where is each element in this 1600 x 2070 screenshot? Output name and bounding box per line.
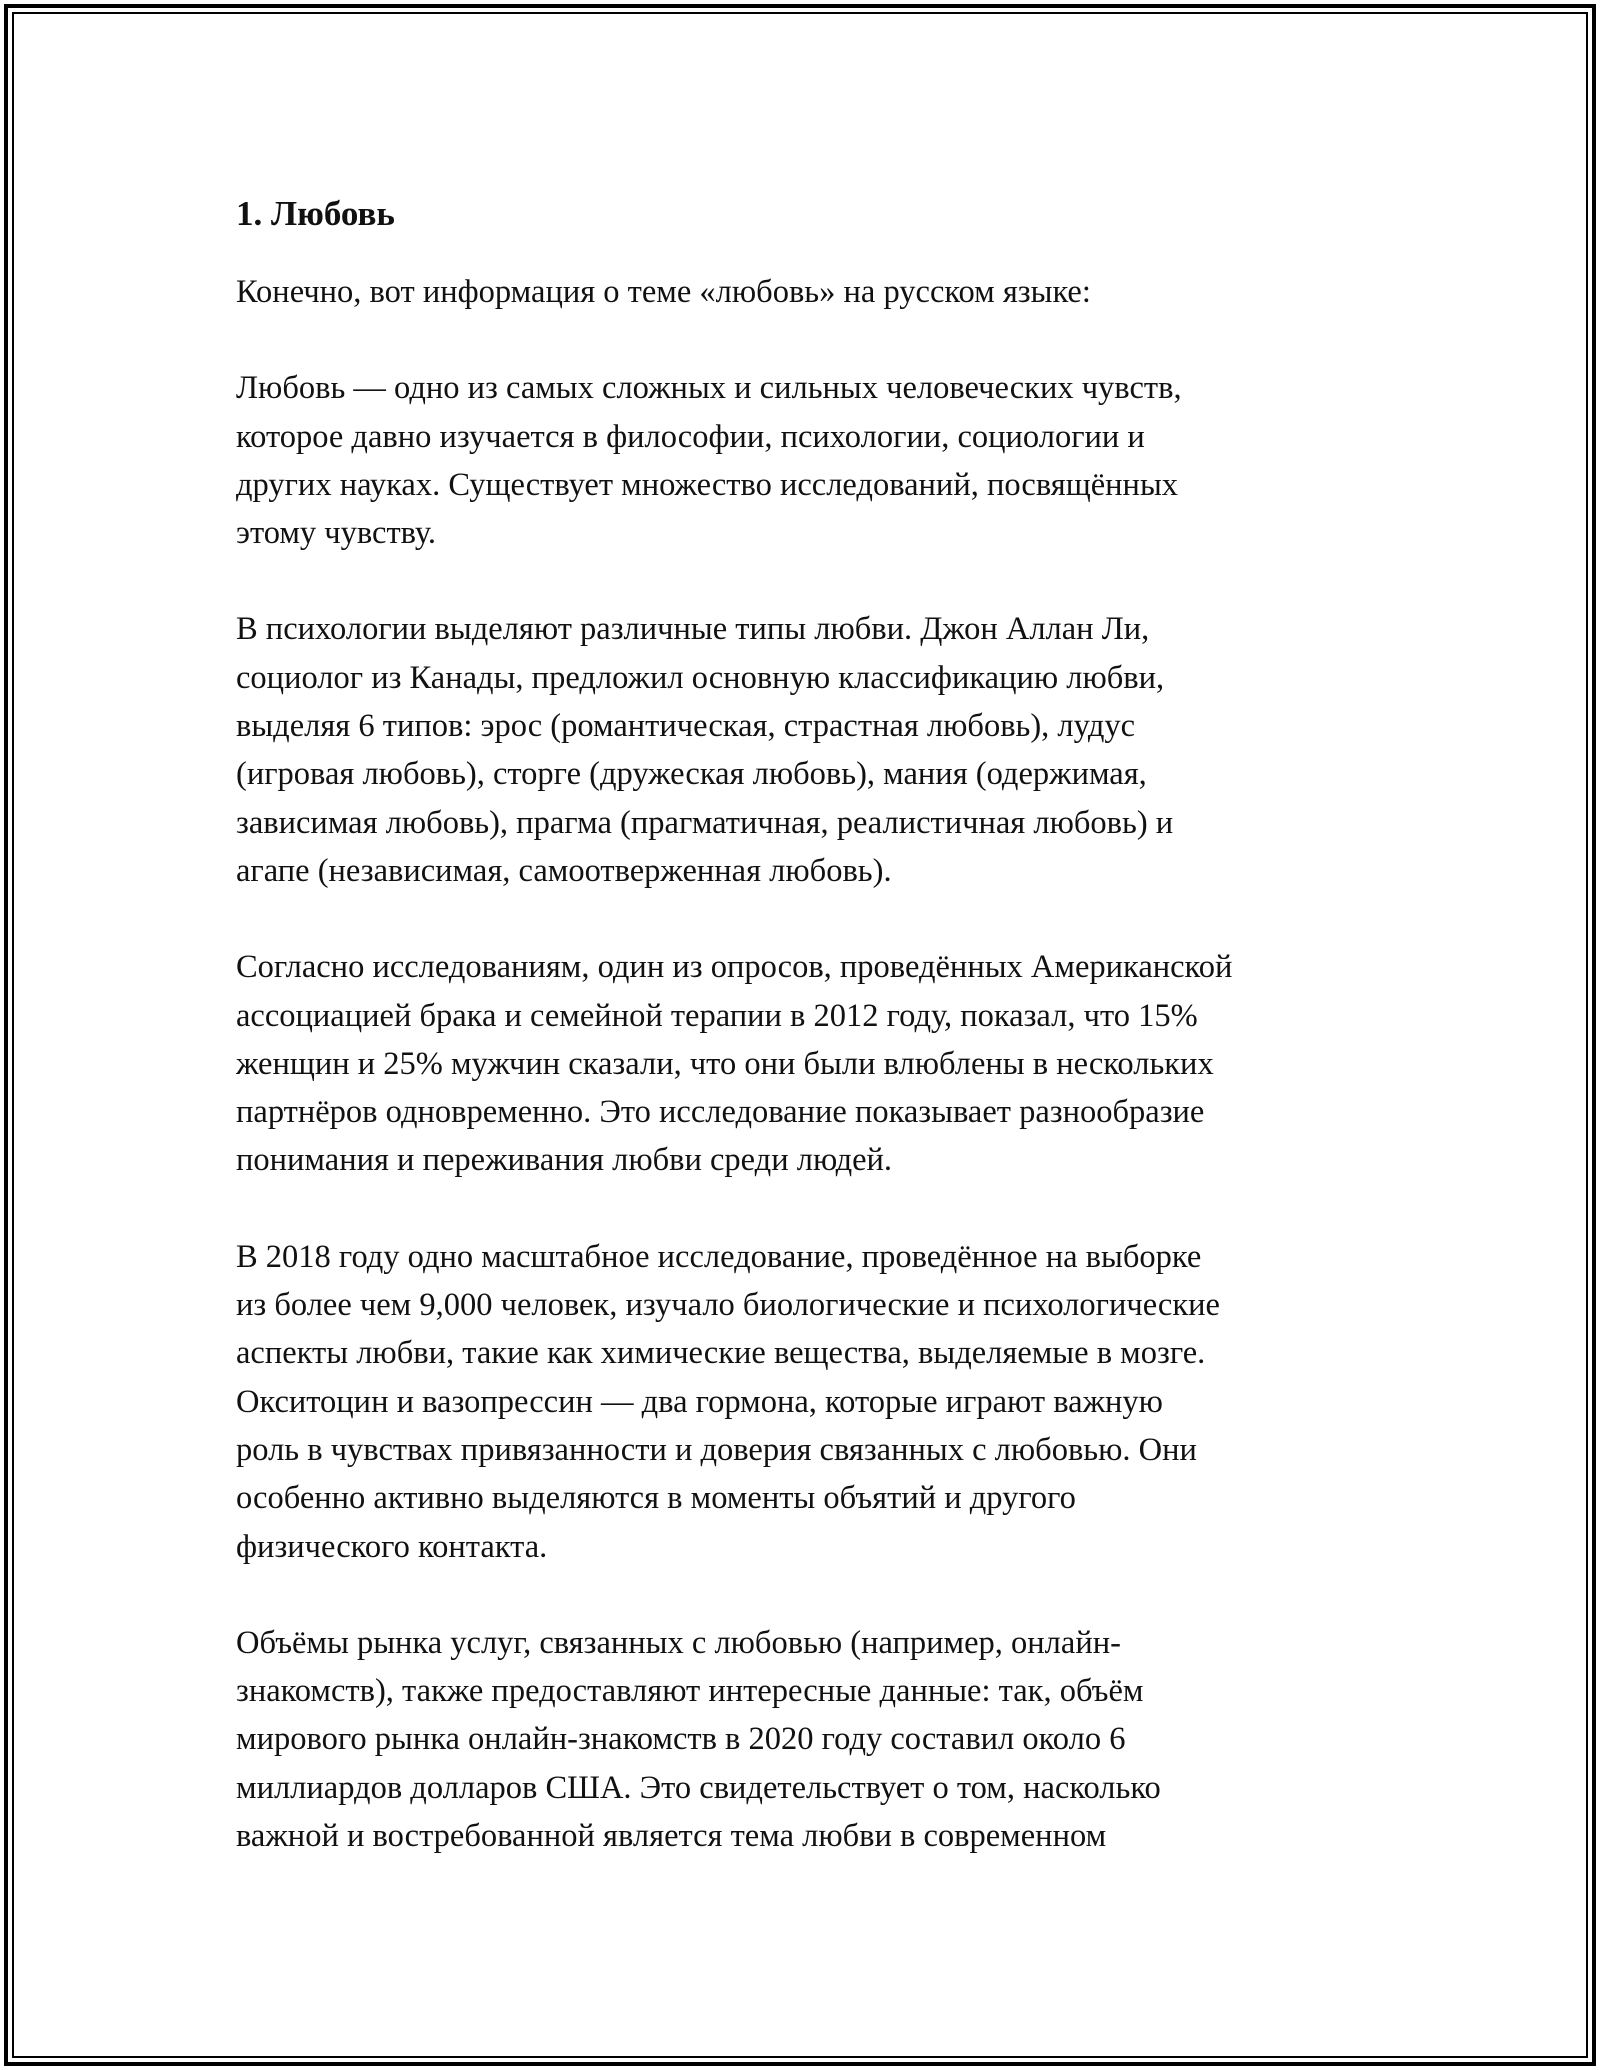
paragraph-market: Объёмы рынка услуг, связанных с любовью (например, онлайн- знакомств), также предоставляют интересные данные: так, объём мирового рынка онлайн-знакомств в 2020 году составил около 6 миллиардов долларов США. Это свидетельствует о том, насколько важной и востребованной является тема любви в современном xyxy=(236,1624,1161,1855)
document-body xyxy=(236,188,1396,1860)
paragraph-intro: Конечно, вот информация о теме «любовь» на русском языке: xyxy=(236,274,1091,310)
paragraph-love-types: В психологии выделяют различные типы любви. Джон Аллан Ли, социолог из Канады, предложил основную классификацию любви, выделяя 6 типов: эрос (романтическая, страстная любовь), лудус (игровая любовь), сторге (дружеская любовь), мания (одержимая, зависимая любовь), прагма (прагматичная, реалистичная любовь) и агапе (независимая, самоотверженная любовь). xyxy=(236,611,1174,889)
paragraph-definition: Любовь — одно из самых сложных и сильных человеческих чувств, которое давно изучается в философии, психологии, социологии и других науках. Существует множество исследований, посвящённых этому чувству. xyxy=(236,370,1182,552)
paragraph-survey: Согласно исследованиям, один из опросов, проведённых Американской ассоциацией брака и семейной терапии в 2012 году, показал, что 15% женщин и 25% мужчин сказали, что они были влюблены в нескольких партнёров одновременно. Это исследование показывает разнообразие понимания и переживания любви среди людей. xyxy=(236,949,1233,1179)
paragraph-biology: В 2018 году одно масштабное исследование, проведённое на выборке из более чем 9,000 человек, изучало биологические и психологические аспекты любви, такие как химические вещества, выделяемые в мозге. Окситоцин и вазопрессин — два гормона, которые играют важную роль в чувствах привязанности и доверия связанных с любовью. Они особенно активно выделяются в моменты объятий и другого физического контакта. xyxy=(236,1238,1220,1565)
section-heading: 1. Любовь xyxy=(236,194,395,233)
